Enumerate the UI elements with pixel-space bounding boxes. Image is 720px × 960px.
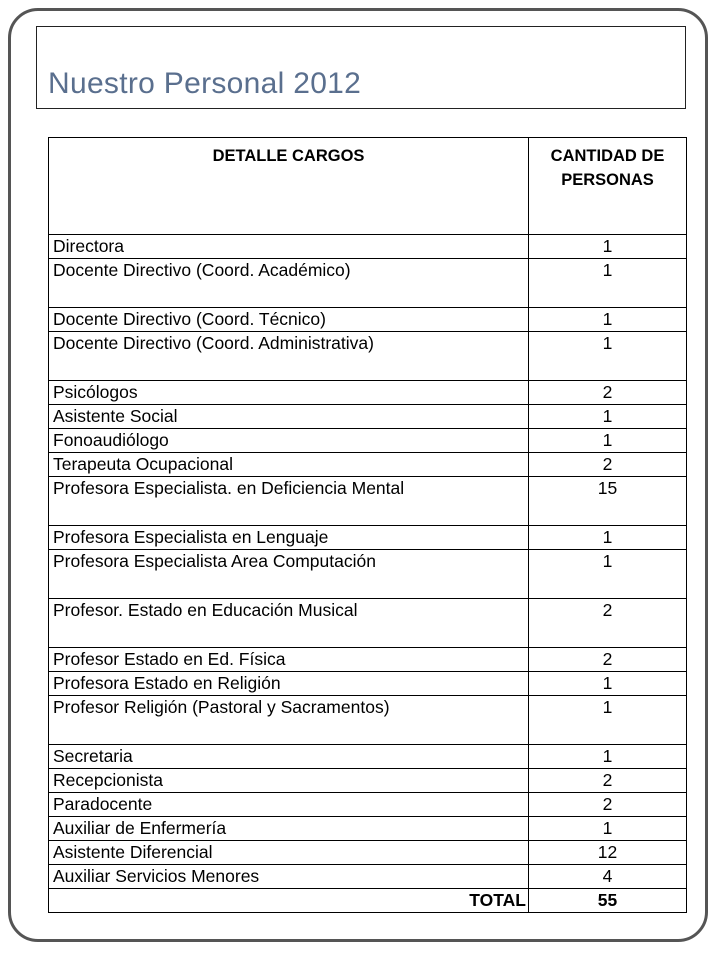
quantity-cell: 12 (529, 841, 687, 865)
quantity-cell: 2 (529, 769, 687, 793)
quantity-cell: 1 (529, 550, 687, 599)
role-cell: Profesora Especialista en Lenguaje (49, 526, 529, 550)
role-cell: Asistente Social (49, 405, 529, 429)
role-cell: Auxiliar Servicios Menores (49, 865, 529, 889)
table-row (49, 672, 687, 696)
quantity-cell: 1 (529, 672, 687, 696)
quantity-cell: 2 (529, 648, 687, 672)
quantity-cell: 1 (529, 745, 687, 769)
table-row (49, 259, 687, 308)
role-cell: Recepcionista (49, 769, 529, 793)
role-cell: Profesor Estado en Ed. Física (49, 648, 529, 672)
table-row (49, 745, 687, 769)
table-row (49, 477, 687, 526)
role-cell: Secretaria (49, 745, 529, 769)
table-row (49, 550, 687, 599)
quantity-cell: 1 (529, 308, 687, 332)
table-row (49, 526, 687, 550)
role-cell: Fonoaudiólogo (49, 429, 529, 453)
column-header-role: DETALLE CARGOS (49, 138, 529, 235)
role-cell: Psicólogos (49, 381, 529, 405)
table-row (49, 235, 687, 259)
table-row (49, 817, 687, 841)
quantity-cell: 1 (529, 526, 687, 550)
table-row (49, 865, 687, 889)
quantity-cell: 2 (529, 381, 687, 405)
quantity-cell: 1 (529, 235, 687, 259)
table-row (49, 793, 687, 817)
role-cell: Docente Directivo (Coord. Académico) (49, 259, 529, 308)
table-row (49, 405, 687, 429)
table-row (49, 332, 687, 381)
staff-table (48, 137, 687, 913)
quantity-cell: 4 (529, 865, 687, 889)
role-cell: Docente Directivo (Coord. Técnico) (49, 308, 529, 332)
table-header-row (49, 138, 687, 235)
role-cell: Profesora Especialista Area Computación (49, 550, 529, 599)
table-row (49, 769, 687, 793)
quantity-cell: 2 (529, 599, 687, 648)
table-row (49, 599, 687, 648)
quantity-cell: 1 (529, 817, 687, 841)
quantity-cell: 1 (529, 429, 687, 453)
role-cell: Directora (49, 235, 529, 259)
role-cell: Profesora Especialista. en Deficiencia Mental (49, 477, 529, 526)
table-row (49, 381, 687, 405)
title-box (36, 26, 686, 109)
quantity-cell: 15 (529, 477, 687, 526)
role-cell: Terapeuta Ocupacional (49, 453, 529, 477)
role-cell: Profesora Estado en Religión (49, 672, 529, 696)
page-title: Nuestro Personal 2012 (48, 67, 362, 100)
role-cell: Profesor Religión (Pastoral y Sacramentos) (49, 696, 529, 745)
total-label: TOTAL (49, 889, 529, 913)
role-cell: Docente Directivo (Coord. Administrativa) (49, 332, 529, 381)
table-row (49, 453, 687, 477)
total-value: 55 (529, 889, 687, 913)
table-row (49, 429, 687, 453)
quantity-cell: 1 (529, 332, 687, 381)
table-row (49, 308, 687, 332)
table-row (49, 696, 687, 745)
quantity-cell: 1 (529, 405, 687, 429)
quantity-cell: 2 (529, 453, 687, 477)
role-cell: Paradocente (49, 793, 529, 817)
column-header-quantity: CANTIDAD DE PERSONAS (529, 138, 687, 235)
quantity-cell: 1 (529, 696, 687, 745)
role-cell: Profesor. Estado en Educación Musical (49, 599, 529, 648)
quantity-cell: 2 (529, 793, 687, 817)
role-cell: Auxiliar de Enfermería (49, 817, 529, 841)
quantity-cell: 1 (529, 259, 687, 308)
total-row (49, 889, 687, 913)
table-row (49, 841, 687, 865)
table-row (49, 648, 687, 672)
role-cell: Asistente Diferencial (49, 841, 529, 865)
